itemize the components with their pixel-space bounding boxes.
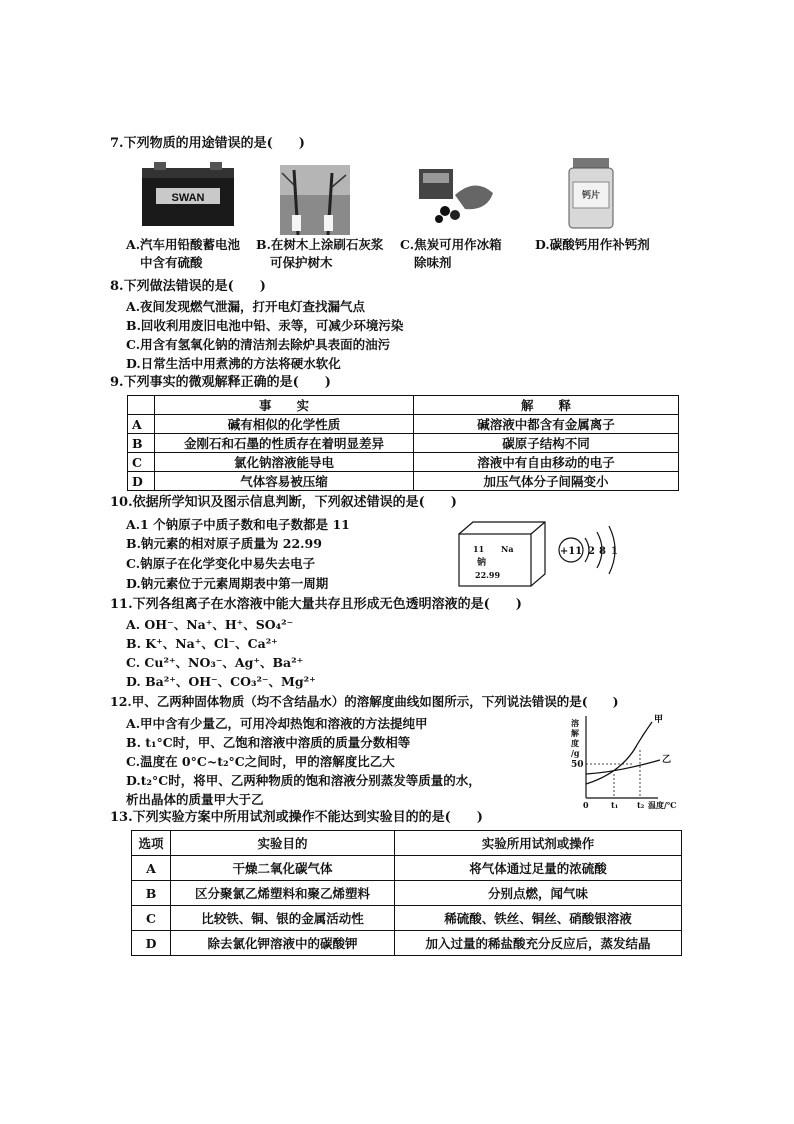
q7-option-b-line2: 可保护树木 (270, 255, 333, 270)
table-row (128, 396, 679, 415)
calcium-label: 钙片 (581, 191, 601, 201)
table-cell: D (132, 931, 171, 956)
q7-option-c-line2: 除味剂 (414, 255, 452, 270)
table-cell: 除去氯化钾溶液中的碳酸钾 (171, 931, 395, 956)
table-cell: 气体容易被压缩 (155, 472, 414, 491)
table-cell: B (132, 881, 171, 906)
table-cell: A (132, 856, 171, 881)
q12-option-c: C.温度在 0°C~t₂°C之间时，甲的溶解度比乙大 (126, 754, 395, 769)
table-cell: 加入过量的稀盐酸充分反应后，蒸发结晶 (395, 931, 682, 956)
q10-option-b: B.钠元素的相对原子质量为 22.99 (126, 536, 322, 551)
q9-stem: 9.下列事实的微观解释正确的是( ) (110, 375, 331, 390)
q8-option-d: D.日常生活中用煮沸的方法将硬水软化 (126, 356, 341, 371)
solubility-curve-chart (568, 712, 690, 812)
q11-stem: 11.下列各组离子在水溶液中能大量共存且形成无色透明溶液的是( ) (110, 597, 522, 612)
y-tick-50: 50 (571, 760, 584, 770)
table-row (132, 931, 682, 956)
table-cell: D (128, 472, 155, 491)
curve-yi (586, 760, 660, 774)
q13-table (131, 830, 682, 956)
table-cell: 加压气体分子间隔变小 (414, 472, 679, 491)
q7-option-a-line2: 中含有硫酸 (140, 255, 203, 270)
q7-option-a-line1: A.汽车用铅酸蓄电池 (126, 237, 241, 252)
trees-image (280, 165, 350, 235)
table-cell: B (128, 434, 155, 453)
y-axis-label-1: 溶 (571, 718, 579, 728)
y-axis-label-2: 解 (571, 728, 579, 738)
element-symbol: Na (501, 544, 514, 554)
atom-shell-1: 2 (588, 546, 595, 557)
q10-option-a: A.1 个钠原子中质子数和电子数都是 11 (126, 517, 350, 532)
table-cell: C (128, 453, 155, 472)
atom-structure-diagram (555, 514, 635, 586)
table-header: 实验所用试剂或操作 (395, 831, 682, 856)
element-name: 钠 (477, 558, 487, 568)
q10-stem: 10.依据所学知识及图示信息判断，下列叙述错误的是( ) (110, 495, 457, 510)
table-cell: 氯化钠溶液能导电 (155, 453, 414, 472)
x-origin-label: 0 (583, 800, 589, 810)
battery-label: SWAN (171, 192, 205, 204)
element-number: 11 (473, 544, 485, 554)
q9-table (127, 395, 679, 491)
atom-nucleus: +11 (559, 546, 583, 557)
table-cell: 将气体通过足量的浓硫酸 (395, 856, 682, 881)
table-row (128, 453, 679, 472)
table-header: 选项 (132, 831, 171, 856)
table-header: 解 释 (414, 396, 679, 415)
q11-option-c: C. Cu²⁺、NO₃⁻、Ag⁺、Ba²⁺ (126, 655, 304, 670)
table-cell (128, 396, 155, 415)
q10-option-d: D.钠元素位于元素周期表中第一周期 (126, 576, 329, 591)
q7-option-c-line1: C.焦炭可用作冰箱 (400, 237, 502, 252)
x-tick-t2: t₂ (637, 800, 645, 810)
table-cell: 碳原子结构不同 (414, 434, 679, 453)
q11-option-a: A. OH⁻、Na⁺、H⁺、SO₄²⁻ (126, 617, 294, 632)
table-cell: 稀硫酸、铁丝、铜丝、硝酸银溶液 (395, 906, 682, 931)
y-axis-label-4: /g (571, 748, 580, 758)
q11-option-b: B. K⁺、Na⁺、Cl⁻、Ca²⁺ (126, 636, 278, 651)
table-row (128, 472, 679, 491)
table-header: 实验目的 (171, 831, 395, 856)
series-label-yi: 乙 (662, 755, 672, 765)
q12-option-b: B. t₁°C时，甲、乙饱和溶液中溶质的质量分数相等 (126, 735, 411, 750)
q10-option-c: C.钠原子在化学变化中易失去电子 (126, 556, 316, 571)
q8-option-b: B.回收利用废旧电池中铅、汞等，可减少环境污染 (126, 318, 404, 333)
table-row (132, 906, 682, 931)
q8-stem: 8.下列做法错误的是( ) (110, 279, 266, 294)
element-mass: 22.99 (475, 570, 501, 580)
element-cell-diagram (455, 520, 550, 590)
table-row (128, 434, 679, 453)
charcoal-image (415, 165, 495, 225)
table-cell: 溶液中有自由移动的电子 (414, 453, 679, 472)
table-row (132, 856, 682, 881)
q7-stem: 7.下列物质的用途错误的是( ) (110, 136, 305, 151)
table-row (128, 415, 679, 434)
q8-option-c: C.用含有氢氧化钠的清洁剂去除炉具表面的油污 (126, 337, 391, 352)
q12-stem: 12.甲、乙两种固体物质（均不含结晶水）的溶解度曲线如图所示，下列说法错误的是( ) (110, 694, 619, 709)
curve-jia (586, 722, 652, 784)
q7-option-b-line1: B.在树木上涂刷石灰浆 (256, 237, 384, 252)
x-axis-label: 温度/℃ (648, 800, 677, 810)
y-axis-label-3: 度 (571, 738, 579, 748)
table-cell: C (132, 906, 171, 931)
table-cell: 分别点燃，闻气味 (395, 881, 682, 906)
table-cell: 比较铁、铜、银的金属活动性 (171, 906, 395, 931)
table-cell: A (128, 415, 155, 434)
atom-shell-2: 8 (599, 546, 606, 557)
atom-shell-3: 1 (611, 546, 618, 557)
table-cell: 碱有相似的化学性质 (155, 415, 414, 434)
table-cell: 碱溶液中都含有金属离子 (414, 415, 679, 434)
q11-option-d: D. Ba²⁺、OH⁻、CO₃²⁻、Mg²⁺ (126, 674, 316, 689)
table-row (132, 881, 682, 906)
table-cell: 区分聚氯乙烯塑料和聚乙烯塑料 (171, 881, 395, 906)
table-cell: 金刚石和石墨的性质存在着明显差异 (155, 434, 414, 453)
battery-image (138, 160, 238, 230)
table-header: 事 实 (155, 396, 414, 415)
q8-option-a: A.夜间发现燃气泄漏，打开电灯查找漏气点 (126, 299, 366, 314)
table-row (132, 831, 682, 856)
q7-option-d-line1: D.碳酸钙用作补钙剂 (535, 237, 650, 252)
calcium-tablet-image (565, 158, 617, 230)
series-label-jia: 甲 (654, 715, 664, 725)
q13-stem: 13.下列实验方案中所用试剂或操作不能达到实验目的的是( ) (110, 810, 483, 825)
table-cell: 干燥二氧化碳气体 (171, 856, 395, 881)
q12-option-a: A.甲中含有少量乙，可用冷却热饱和溶液的方法提纯甲 (126, 716, 428, 731)
x-tick-t1: t₁ (611, 800, 619, 810)
q12-option-d: D.t₂°C时，将甲、乙两种物质的饱和溶液分别蒸发等质量的水， (126, 773, 481, 788)
q12-option-d-cont: 析出晶体的质量甲大于乙 (126, 792, 264, 807)
